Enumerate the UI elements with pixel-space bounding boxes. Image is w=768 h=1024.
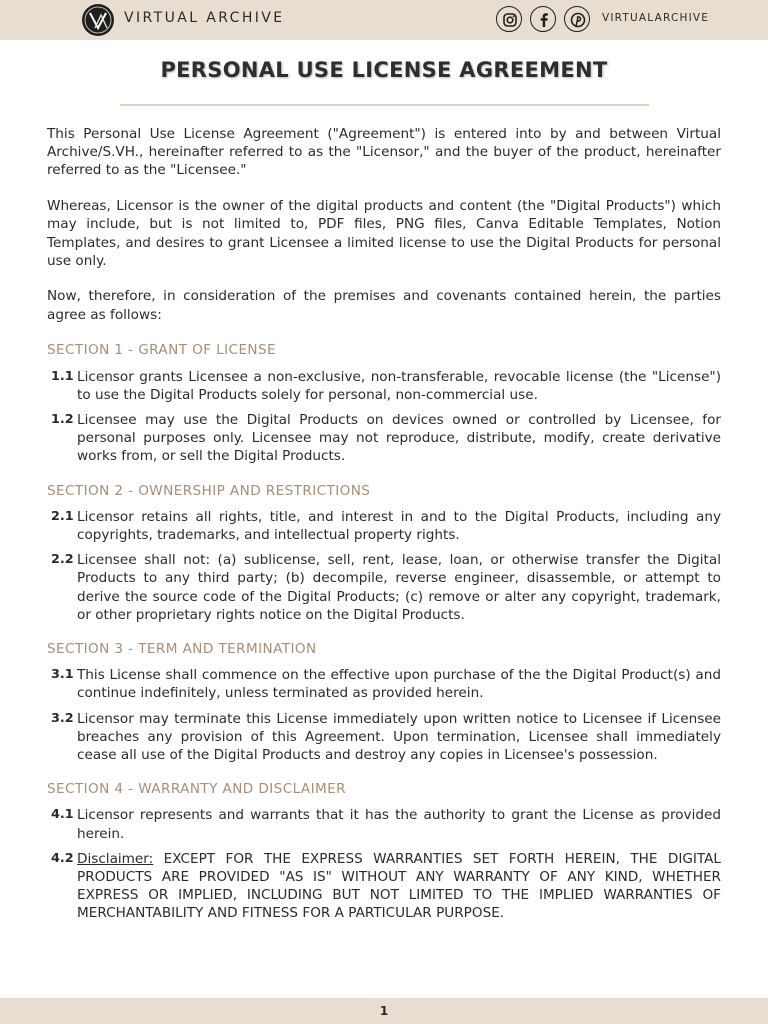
header-bar <box>0 0 768 40</box>
clause-item <box>47 666 721 702</box>
clause-text: Licensee shall not: (a) sublicense, sell, rent, lease, loan, or otherwise transfer the Digital Products to any third party; (b) decompile, reverse engineer, disassemble, or attempt to derive the source code of the Digital Products; (c) remove or alter any copyright, trademark, or other proprietary rights notice on the Digital Products. <box>77 552 721 623</box>
section-heading: SECTION 2 - OWNERSHIP AND RESTRICTIONS <box>47 482 371 499</box>
clause-number: 1.2 <box>51 411 74 427</box>
clause-text: Licensee may use the Digital Products on devices owned or controlled by Licensee, for personal purposes only. Licensee may not reproduce, distribute, modify, create derivative works from, or sell the Digital Products. <box>77 411 721 465</box>
clause-text: Licensor may terminate this License immediately upon written notice to Licensee if Licensee breaches any provision of this Agreement. Upon termination, Licensee shall immediately cease all use of the Digital Products and destroy any copies in Licensee's possession. <box>77 710 721 763</box>
logo-icon[interactable] <box>82 4 114 36</box>
clause-number: 4.2 <box>51 850 74 866</box>
intro-paragraph: This Personal Use License Agreement ("Agreement") is entered into by and between Virtual Archive/S.VH., hereinafter referred to as the "Licensor," and the buyer of the product, hereinafter referred to as the "Licensee." <box>47 126 721 179</box>
clause-item <box>47 368 721 404</box>
clause-number: 2.1 <box>51 508 74 524</box>
page-title: PERSONAL USE LICENSE AGREEMENT <box>160 58 608 82</box>
section-heading: SECTION 3 - TERM AND TERMINATION <box>47 640 317 657</box>
clause-text: Licensor grants Licensee a non-exclusive, non-transferable, revocable license (the "License") to use the Digital Products solely for personal, non-commercial use. <box>77 368 721 403</box>
disclaimer-label: Disclaimer: <box>77 850 154 867</box>
clause-number: 1.1 <box>51 368 74 384</box>
instagram-icon[interactable] <box>496 6 522 32</box>
clause-number: 2.2 <box>51 552 74 568</box>
clause-item <box>47 508 721 544</box>
agreement-body <box>47 125 721 939</box>
pinterest-icon[interactable] <box>564 6 590 32</box>
page-number: 1 <box>379 1004 389 1018</box>
footer-bar <box>0 998 768 1024</box>
clause-number: 3.2 <box>51 710 74 726</box>
facebook-icon[interactable] <box>530 6 556 32</box>
section-heading: SECTION 1 - GRANT OF LICENSE <box>47 342 277 359</box>
clause-text: Licensor retains all rights, title, and interest in and to the Digital Products, including any copyrights, trademarks, and intellectual property rights. <box>77 508 721 543</box>
intro-paragraph: Now, therefore, in consideration of the premises and covenants contained herein, the parties agree as follows: <box>47 288 721 323</box>
clause-text: Licensor represents and warrants that it has the authority to grant the License as provided herein. <box>77 807 721 842</box>
clause-item <box>47 806 721 842</box>
intro-paragraph: Whereas, Licensor is the owner of the digital products and content (the "Digital Products") which may include, but is not limited to, PDF files, PNG files, Canva Editable Templates, Notion Templates, and desires to grant Licensee a limited license to use the Digital Products for personal use only. <box>47 198 721 269</box>
clause-item <box>47 551 721 624</box>
clause-item <box>47 850 721 923</box>
social-handle: VIRTUALARCHIVE <box>602 12 710 24</box>
title-divider <box>120 104 649 106</box>
clause-number: 4.1 <box>51 807 74 823</box>
clause-number: 3.1 <box>51 667 74 683</box>
brand-name: VIRTUAL ARCHIVE <box>124 10 285 26</box>
clause-item <box>47 411 721 466</box>
clause-text: This License shall commence on the effective upon purchase of the the Digital Product(s) and continue indefinitely, unless terminated as provided herein. <box>77 667 721 702</box>
clause-text: EXCEPT FOR THE EXPRESS WARRANTIES SET FORTH HEREIN, THE DIGITAL PRODUCTS ARE PROVIDED "AS IS" WITHOUT ANY WARRANTY OF ANY KIND, WHETHER EXPRESS OR IMPLIED, INCLUDING BUT NOT LIMITED TO THE IMPLIED WARRANTIES OF MERCHANTABILITY AND FITNESS FOR A PARTICULAR PURPOSE. <box>77 850 721 922</box>
section-heading: SECTION 4 - WARRANTY AND DISCLAIMER <box>47 781 346 798</box>
clause-item <box>47 710 721 765</box>
